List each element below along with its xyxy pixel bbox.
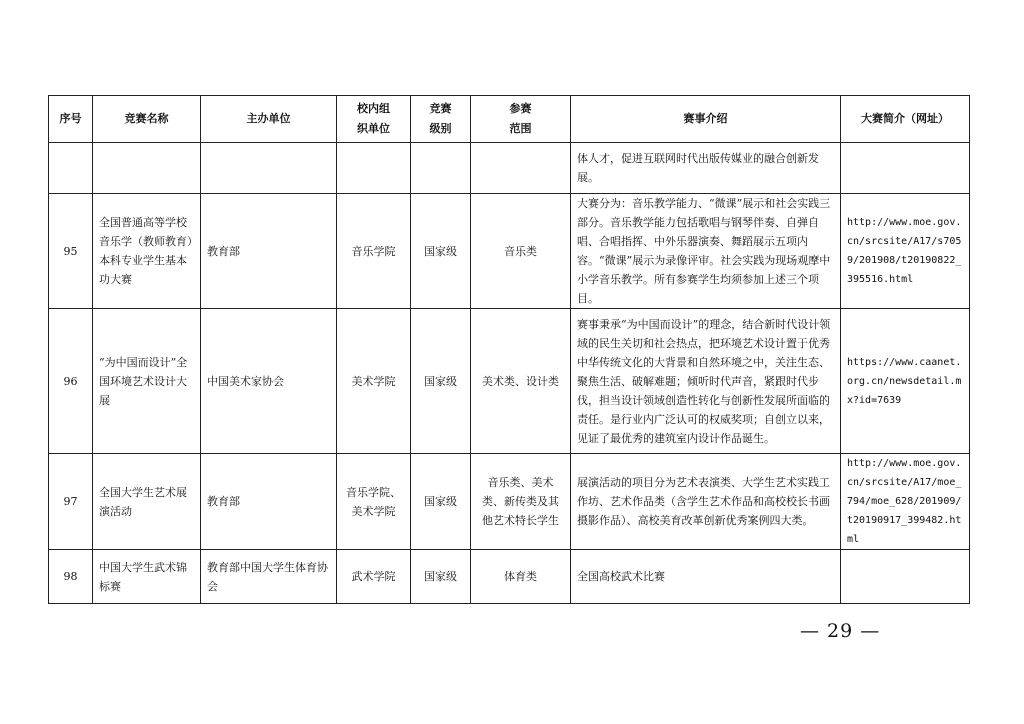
cell-school-unit: 美术学院	[337, 309, 411, 454]
cell-level	[411, 143, 471, 194]
table-row	[49, 143, 970, 194]
table-row	[49, 454, 970, 550]
header-scope: 参赛范围	[471, 96, 571, 143]
cell-school-unit	[337, 143, 411, 194]
cell-name: 全国普通高等学校音乐学（教师教育）本科专业学生基本功大赛	[93, 194, 201, 309]
cell-name	[93, 143, 201, 194]
cell-url	[841, 143, 970, 194]
table-row	[49, 194, 970, 309]
header-school-unit: 校内组织单位	[337, 96, 411, 143]
cell-intro: 体人才，促进互联网时代出版传媒业的融合创新发展。	[571, 143, 841, 194]
cell-no: 96	[49, 309, 93, 454]
cell-organizer	[201, 143, 337, 194]
cell-level: 国家级	[411, 309, 471, 454]
header-organizer: 主办单位	[201, 96, 337, 143]
cell-level: 国家级	[411, 194, 471, 309]
cell-level: 国家级	[411, 454, 471, 550]
cell-url: https://www.caanet.org.cn/newsdetail.mx?id=7639	[841, 309, 970, 454]
cell-school-unit: 音乐学院、美术学院	[337, 454, 411, 550]
table-header-row	[49, 96, 970, 143]
cell-scope: 音乐类、美术类、新传类及其他艺术特长学生	[471, 454, 571, 550]
cell-url	[841, 550, 970, 604]
competition-table	[48, 95, 970, 604]
cell-organizer: 教育部	[201, 194, 337, 309]
cell-school-unit: 音乐学院	[337, 194, 411, 309]
cell-level: 国家级	[411, 550, 471, 604]
cell-organizer: 教育部中国大学生体育协会	[201, 550, 337, 604]
cell-no: 98	[49, 550, 93, 604]
cell-no	[49, 143, 93, 194]
cell-scope	[471, 143, 571, 194]
cell-organizer: 中国美术家协会	[201, 309, 337, 454]
cell-intro: 大赛分为：音乐教学能力、“微课”展示和社会实践三部分。音乐教学能力包括歌唱与钢琴伴奏、自弹自唱、合唱指挥、中外乐器演奏、舞蹈展示五项内容。“微课”展示为录像评审。社会实践为现场观摩中小学音乐教学。所有参赛学生均须参加上述三个项目。	[571, 194, 841, 309]
cell-name: 中国大学生武术锦标赛	[93, 550, 201, 604]
cell-school-unit: 武术学院	[337, 550, 411, 604]
header-name: 竞赛名称	[93, 96, 201, 143]
cell-intro: 展演活动的项目分为艺术表演类、大学生艺术实践工作坊、艺术作品类（含学生艺术作品和高校校长书画摄影作品）、高校美育改革创新优秀案例四大类。	[571, 454, 841, 550]
cell-scope: 美术类、设计类	[471, 309, 571, 454]
table-row	[49, 550, 970, 604]
header-intro: 赛事介绍	[571, 96, 841, 143]
cell-url: http://www.moe.gov.cn/srcsite/A17/moe_794/moe_628/201909/t20190917_399482.html	[841, 454, 970, 550]
cell-name: “为中国而设计”全国环境艺术设计大展	[93, 309, 201, 454]
cell-name: 全国大学生艺术展演活动	[93, 454, 201, 550]
cell-no: 95	[49, 194, 93, 309]
header-level: 竞赛级别	[411, 96, 471, 143]
cell-url: http://www.moe.gov.cn/srcsite/A17/s7059/201908/t20190822_395516.html	[841, 194, 970, 309]
cell-intro: 全国高校武术比赛	[571, 550, 841, 604]
cell-scope: 音乐类	[471, 194, 571, 309]
cell-scope: 体育类	[471, 550, 571, 604]
header-url: 大赛简介（网址）	[841, 96, 970, 143]
header-no: 序号	[49, 96, 93, 143]
table-row	[49, 309, 970, 454]
cell-organizer: 教育部	[201, 454, 337, 550]
cell-intro: 赛事秉承“为中国而设计”的理念，结合新时代设计领域的民生关切和社会热点，把环境艺术设计置于优秀中华传统文化的大背景和自然环境之中，关注生态、聚焦生活、破解难题；倾听时代声音，紧跟时代步伐，担当设计领域创造性转化与创新性发展所面临的责任。是行业内广泛认可的权威奖项；自创立以来，见证了最优秀的建筑室内设计作品诞生。	[571, 309, 841, 454]
page-number: — 29 —	[800, 620, 881, 642]
cell-no: 97	[49, 454, 93, 550]
